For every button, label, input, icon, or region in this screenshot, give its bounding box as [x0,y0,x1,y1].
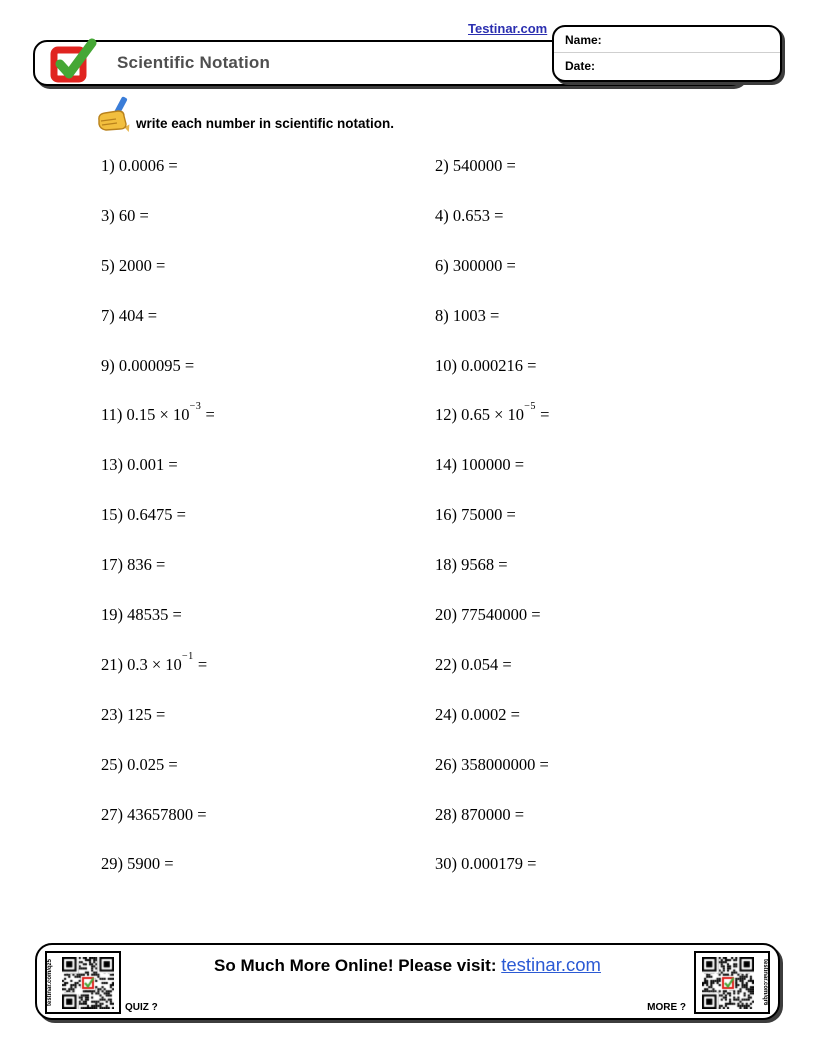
problems-grid [101,156,741,904]
problem-item: 4) 0.653 = [435,205,504,225]
problem-item: 25) 0.025 = [101,754,178,774]
writing-hand-icon [96,96,138,134]
problem-item: 18) 9568 = [435,555,508,575]
problem-item: 13) 0.001 = [101,455,178,475]
problem-item: 2) 540000 = [435,156,516,175]
quiz-qr-box [45,951,121,1014]
more-qr-box [694,951,770,1014]
problem-item: 30) 0.000179 = [435,854,537,874]
problem-item: 10) 0.000216 = [435,355,537,375]
more-qr-caption: testinar.com/qr6 [762,959,768,1006]
problem-item: 3) 60 = [101,205,149,225]
problem-item: 19) 48535 = [101,605,182,625]
problem-item: 8) 1003 = [435,305,500,325]
problem-item: 27) 43657800 = [101,804,207,824]
problem-item: 12) $0.65 \times 10^{-5}$ = [435,401,550,425]
problem-item: 1) 0.0006 = [101,156,178,175]
problem-item: 5) 2000 = [101,255,166,275]
footer-message-text: So Much More Online! Please visit: [214,956,502,975]
instruction-row [96,96,394,134]
page-title: Scientific Notation [117,53,271,72]
problem-item: 20) 77540000 = [435,605,541,625]
date-field[interactable]: Date: [565,59,596,73]
problem-item: 16) 75000 = [435,505,516,525]
problem-item: 11) $0.15 \times 10^{-3}$ = [101,401,215,425]
problem-item: 6) 300000 = [435,255,516,275]
testinar-top-link[interactable]: Testinar.com [468,21,548,36]
quiz-label: QUIZ ? [125,1002,158,1013]
problem-item: 29) 5900 = [101,854,174,874]
quiz-qr-code [62,957,114,1009]
problem-item: 17) 836 = [101,555,166,575]
testinar-footer-link[interactable]: testinar.com [501,954,601,975]
name-date-box [552,25,782,82]
problem-item: 28) 870000 = [435,804,525,824]
name-field[interactable]: Name: [554,27,780,53]
footer-bar [35,943,780,1020]
problem-item: 26) 358000000 = [435,754,549,774]
checkbox-logo-icon [49,36,97,86]
footer-message [132,954,683,976]
more-qr-code [702,957,754,1009]
problem-item: 21) $0.3 \times 10^{-1}$ = [101,650,208,674]
problem-item: 23) 125 = [101,704,166,724]
problem-item: 14) 100000 = [435,455,525,475]
problem-item: 24) 0.0002 = [435,704,520,724]
quiz-qr-caption: testinar.com/qz5 [47,958,53,1006]
instruction-text: write each number in scientific notation. [136,116,395,131]
problem-item: 15) 0.6475 = [101,505,186,525]
problem-item: 22) 0.054 = [435,654,512,674]
problem-item: 9) 0.000095 = [101,355,195,375]
problem-item: 7) 404 = [101,305,158,325]
more-label: MORE ? [647,1002,686,1013]
